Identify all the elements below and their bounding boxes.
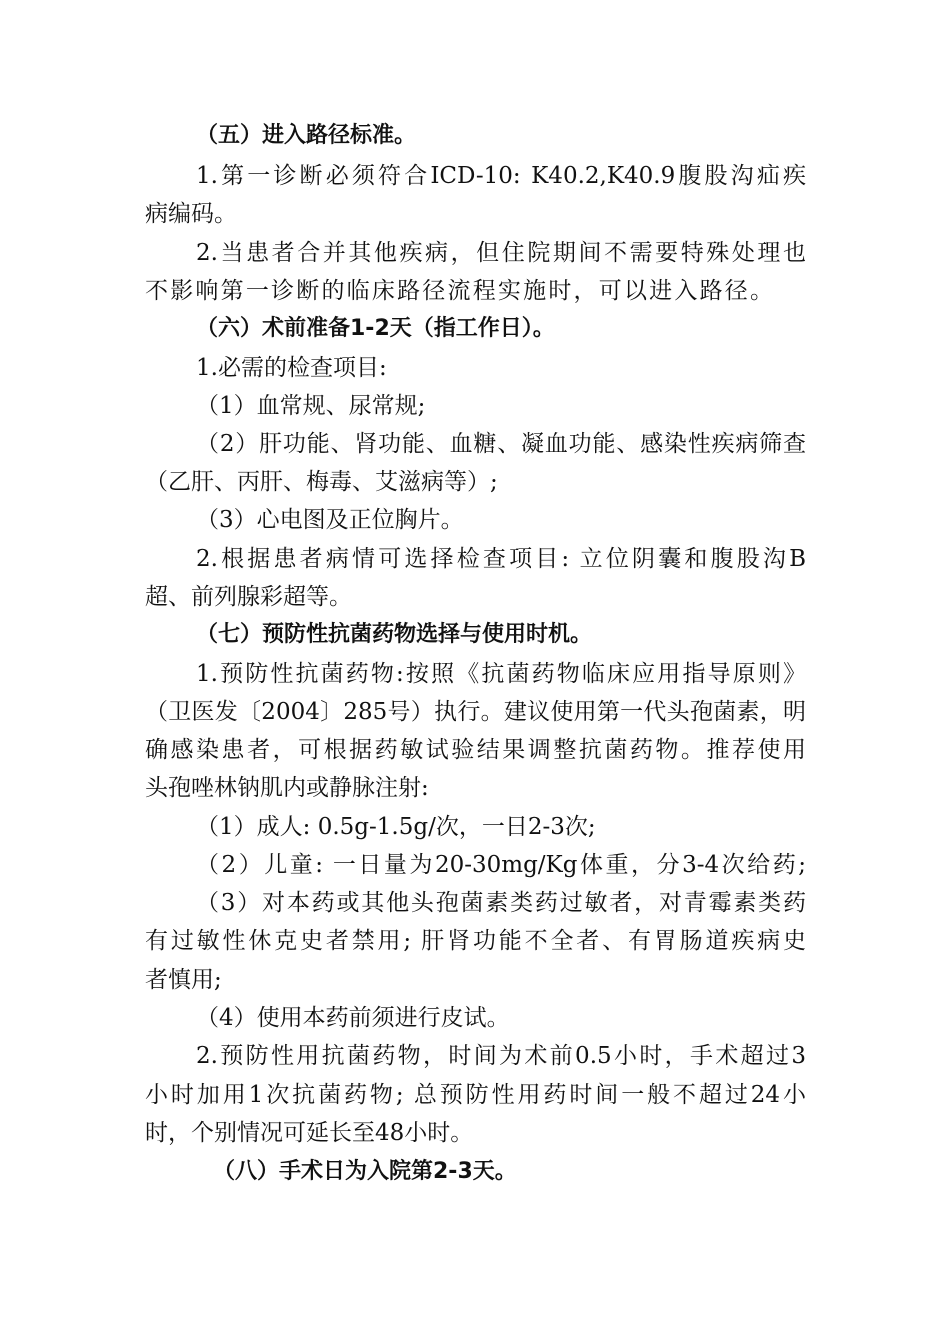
- list-item: （4）使用本药前须进行皮试。: [196, 1005, 510, 1031]
- list-item: 者慎用;: [145, 967, 222, 993]
- paragraph-line: 时，个别情况可延长至48小时。: [145, 1120, 474, 1146]
- paragraph-line: 确感染患者，可根据药敏试验结果调整抗菌药物。推荐使用: [145, 737, 806, 763]
- paragraph-line: 头孢唑林钠肌内或静脉注射:: [145, 775, 429, 801]
- paragraph-line: 2.预防性用抗菌药物，时间为术前0.5小时，手术超过3: [196, 1043, 806, 1069]
- section-7-heading: （七）预防性抗菌药物选择与使用时机。: [196, 622, 593, 647]
- paragraph-line: 不影响第一诊断的临床路径流程实施时，可以进入路径。: [145, 278, 773, 304]
- list-item: （2）肝功能、肾功能、血糖、凝血功能、感染性疾病筛查: [196, 431, 806, 457]
- list-item: （3）心电图及正位胸片。: [196, 507, 464, 533]
- paragraph-line: 1.必需的检查项目:: [196, 355, 387, 381]
- list-item: （3）对本药或其他头孢菌素类药过敏者，对青霉素类药: [196, 890, 806, 916]
- paragraph-line: 1.预防性抗菌药物:按照《抗菌药物临床应用指导原则》: [196, 661, 806, 687]
- paragraph-line: 2.当患者合并其他疾病，但住院期间不需要特殊处理也: [196, 240, 806, 266]
- paragraph-line: 病编码。: [145, 201, 237, 227]
- section-6-heading: （六）术前准备1-2天（指工作日）。: [196, 316, 555, 341]
- paragraph-line: 超、前列腺彩超等。: [145, 584, 352, 610]
- list-item: 有过敏性休克史者禁用; 肝肾功能不全者、有胃肠道疾病史: [145, 928, 806, 954]
- list-item: （乙肝、丙肝、梅毒、艾滋病等）;: [145, 469, 498, 495]
- paragraph-line: 2.根据患者病情可选择检查项目: 立位阴囊和腹股沟B: [196, 546, 806, 572]
- list-item: （1）血常规、尿常规;: [196, 393, 426, 419]
- list-item: （2）儿童: 一日量为20-30mg/Kg体重，分3-4次给药;: [196, 852, 806, 878]
- paragraph-line: 小时加用1次抗菌药物; 总预防性用药时间一般不超过24小: [145, 1082, 806, 1108]
- list-item: （1）成人: 0.5g-1.5g/次，一日2-3次;: [196, 814, 596, 840]
- paragraph-line: （卫医发〔2004〕285号）执行。建议使用第一代头孢菌素，明: [145, 699, 806, 725]
- section-5-heading: （五）进入路径标准。: [196, 123, 417, 148]
- section-8-heading: （八）手术日为入院第2-3天。: [213, 1159, 517, 1184]
- paragraph-line: 1.第一诊断必须符合ICD-10: K40.2,K40.9腹股沟疝疾: [196, 163, 806, 189]
